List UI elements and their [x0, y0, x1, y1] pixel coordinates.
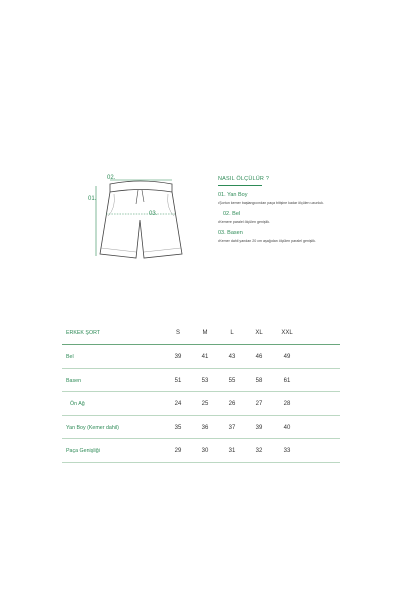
- table-cell: 51: [174, 377, 182, 384]
- table-row: [62, 392, 340, 416]
- table-cell: 40: [283, 424, 291, 431]
- guide-item-basen-head: 03. Basen: [218, 230, 243, 236]
- table-cell: 39: [255, 424, 263, 431]
- table-cell: 43: [228, 354, 236, 360]
- table-cell: 46: [255, 354, 263, 360]
- table-cell: 35: [174, 424, 182, 431]
- table-cell: 33: [283, 448, 291, 454]
- guide-item-basen-desc: •Kemer dahil yandan 20 cm aşağıdan ölçülen paralel genişlik.: [218, 239, 316, 243]
- table-cell: 55: [228, 377, 236, 384]
- table-cell: 36: [201, 424, 209, 431]
- size-table: [62, 324, 340, 463]
- row-label: Yan Boy (Kemer dahil): [66, 424, 119, 431]
- table-cell: 61: [283, 377, 291, 384]
- table-cell: 58: [255, 377, 263, 384]
- table-cell: 32: [255, 448, 263, 454]
- table-row: [62, 439, 340, 463]
- size-header-l: L: [230, 330, 234, 336]
- guide-item-yan-boy-head: 01. Yan Boy: [218, 192, 248, 198]
- guide-item-bel-desc: •Kemere paralel ölçülen genişlik.: [218, 220, 270, 224]
- size-header-xl: XL: [255, 330, 263, 336]
- table-cell: 26: [228, 401, 236, 407]
- measure-guide: [218, 176, 348, 243]
- table-cell: 29: [174, 448, 182, 454]
- table-cell: 30: [201, 448, 209, 454]
- table-row: [62, 369, 340, 393]
- table-cell: 53: [201, 377, 209, 384]
- shorts-icon: [86, 168, 196, 280]
- size-header-m: M: [202, 330, 208, 336]
- table-cell: 31: [228, 448, 236, 454]
- table-row: [62, 345, 340, 369]
- guide-title: NASIL ÖLÇÜLÜR ?: [218, 176, 270, 182]
- table-cell: 37: [228, 424, 236, 431]
- row-label: Ön Ağ: [70, 401, 85, 407]
- guide-item-yan-boy-desc: •Şortun kemer başlangıcından paça bitişine kadar ölçülen uzunluk.: [218, 201, 324, 205]
- table-cell: 39: [174, 354, 182, 360]
- size-header-xxl: XXL: [281, 330, 293, 336]
- row-label: Bel: [66, 354, 74, 360]
- table-cell: 25: [201, 401, 209, 407]
- diagram-label-01: 01.: [88, 196, 97, 202]
- table-cell: 24: [174, 401, 182, 407]
- table-cell: 41: [201, 354, 209, 360]
- table-cell: 28: [283, 401, 291, 407]
- guide-item-bel-head: 02. Bel: [223, 211, 241, 217]
- guide-divider: [218, 185, 262, 186]
- table-cell: 27: [255, 401, 263, 407]
- table-cell: 49: [283, 354, 291, 360]
- table-title: ERKEK ŞORT: [66, 330, 101, 336]
- table-row: [62, 416, 340, 440]
- shorts-diagram: [86, 168, 196, 280]
- diagram-label-02: 02.: [107, 175, 116, 181]
- size-header-s: S: [175, 330, 180, 336]
- diagram-label-03: 03.: [149, 211, 158, 217]
- row-label: Paça Genişliği: [66, 448, 100, 454]
- table-header-row: [62, 324, 340, 345]
- row-label: Basen: [66, 377, 82, 384]
